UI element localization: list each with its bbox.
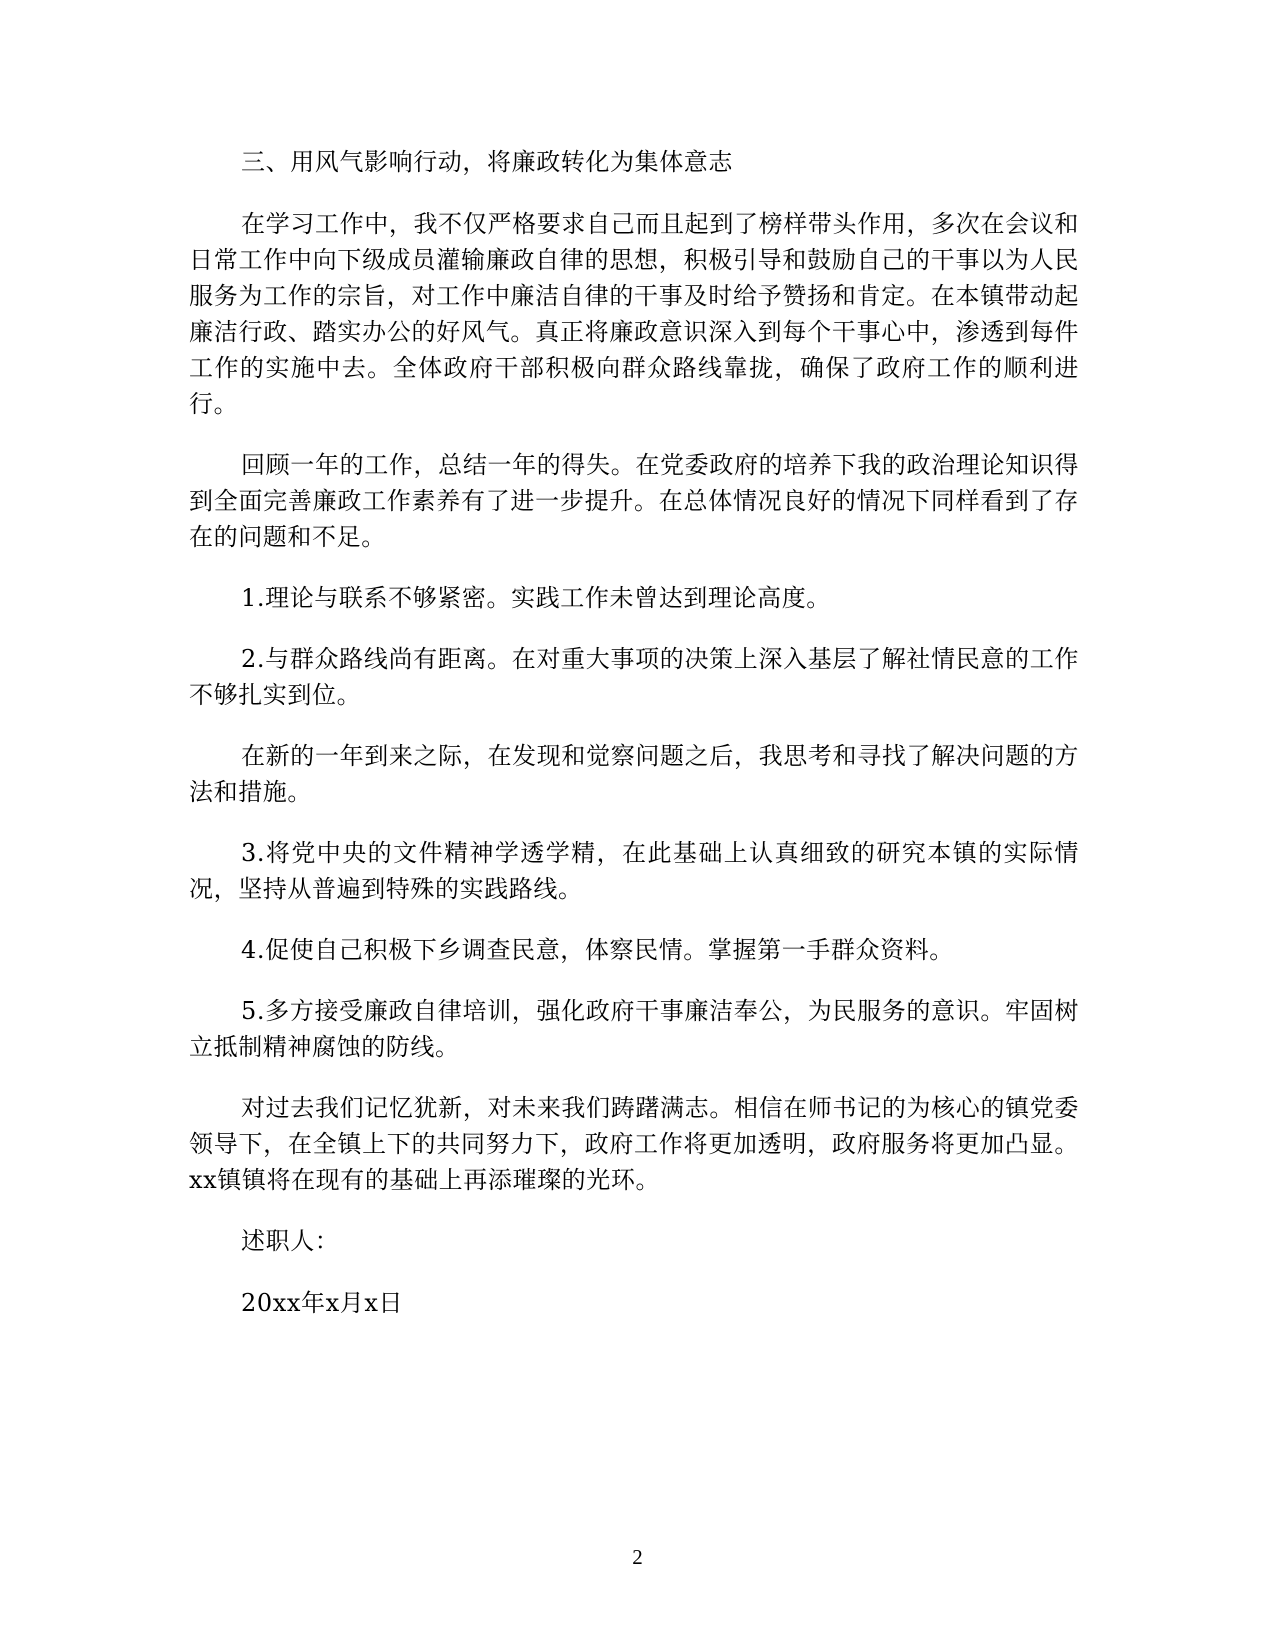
signature-date: 20xx年x月x日 — [241, 1289, 404, 1317]
section-heading: 三、用风气影响行动，将廉政转化为集体意志 — [241, 148, 733, 176]
page-number: 2 — [632, 1545, 643, 1569]
list-item-measure-3: 3.将党中央的文件精神学透学精，在此基础上认真细致的研究本镇的实际情况，坚持从普遍到特殊的实践路线。 — [189, 839, 1079, 903]
list-item-problem-1: 1.理论与联系不够紧密。实践工作未曾达到理论高度。 — [241, 584, 831, 612]
paragraph-new-year-measures: 在新的一年到来之际，在发现和觉察问题之后，我思考和寻找了解决问题的方法和措施。 — [189, 742, 1079, 806]
paragraph-year-review: 回顾一年的工作，总结一年的得失。在党委政府的培养下我的政治理论知识得到全面完善廉政工作素养有了进一步提升。在总体情况良好的情况下同样看到了存在的问题和不足。 — [189, 451, 1079, 551]
list-item-measure-5: 5.多方接受廉政自律培训，强化政府干事廉洁奉公，为民服务的意识。牢固树立抵制精神腐蚀的防线。 — [189, 997, 1079, 1061]
document-body — [189, 144, 1079, 1347]
list-item-measure-4: 4.促使自己积极下乡调查民意，体察民情。掌握第一手群众资料。 — [241, 936, 954, 964]
paragraph-conclusion: 对过去我们记忆犹新，对未来我们踌躇满志。相信在师书记的为核心的镇党委领导下，在全镇上下的共同努力下，政府工作将更加透明，政府服务将更加凸显。xx镇镇将在现有的基础上再添璀璨的光环。 — [189, 1094, 1079, 1194]
paragraph-leadership-example: 在学习工作中，我不仅严格要求自己而且起到了榜样带头作用，多次在会议和日常工作中向下级成员灌输廉政自律的思想，积极引导和鼓励自己的干事以为人民服务为工作的宗旨，对工作中廉洁自律的干事及时给予赞扬和肯定。在本镇带动起廉洁行政、踏实办公的好风气。真正将廉政意识深入到每个干事心中，渗透到每件工作的实施中去。全体政府干部积极向群众路线靠拢，确保了政府工作的顺利进行。 — [189, 210, 1079, 418]
list-item-problem-2: 2.与群众路线尚有距离。在对重大事项的决策上深入基层了解社情民意的工作不够扎实到位。 — [189, 645, 1079, 709]
signature-label: 述职人： — [241, 1227, 340, 1255]
